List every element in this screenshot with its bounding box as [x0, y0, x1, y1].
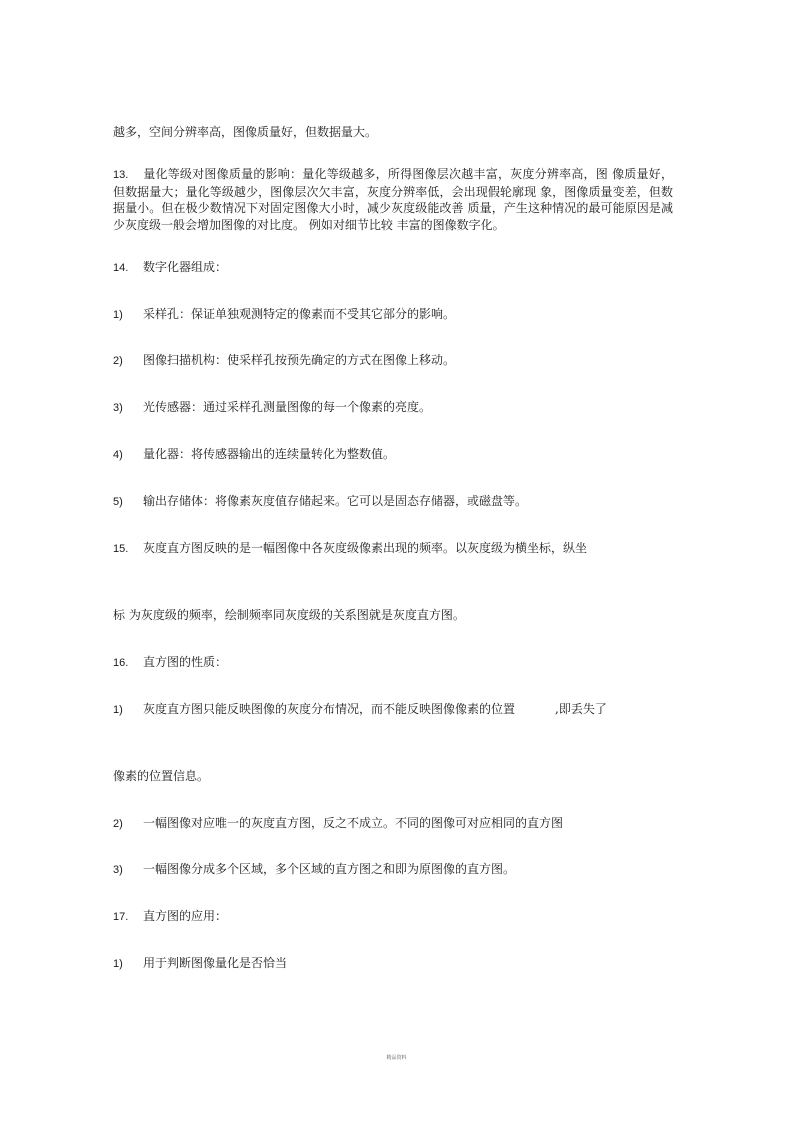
sub-number: 1)	[113, 958, 123, 970]
item-15-cont-text: 标 为灰度级的频率，绘制频率同灰度级的关系图就是灰度直方图。	[113, 608, 465, 622]
sub-number: 1)	[113, 704, 123, 716]
item-14-number: 14.	[113, 262, 129, 274]
item-14-sub-2	[113, 352, 455, 369]
item-13	[113, 166, 673, 233]
sub-text: 一幅图像对应唯一的灰度直方图，反之不成立。不同的图像可对应相同的直方图	[143, 816, 564, 830]
item-15-number: 15.	[113, 543, 129, 555]
paragraph-intro	[113, 124, 377, 140]
sub-text: 采样孔：保证单独观测特定的像素而不受其它部分的影响。	[143, 307, 456, 321]
item-15-text: 灰度直方图反映的是一幅图像中各灰度级像素出现的频率。以灰度级为横坐标，纵坐	[143, 541, 588, 555]
sub-number: 5)	[113, 496, 123, 508]
item-14-heading	[113, 259, 227, 276]
sub-text-tail: ,即丢失了	[555, 702, 607, 716]
intro-text: 越多，空间分辨率高，图像质量好，但数据量大。	[113, 125, 378, 139]
item-15-continuation	[113, 607, 465, 623]
sub-number: 3)	[113, 402, 123, 414]
item-17-text: 直方图的应用：	[143, 909, 228, 923]
item-14-sub-4	[113, 446, 395, 463]
item-16-sub-2	[113, 815, 563, 832]
item-16-number: 16.	[113, 657, 129, 669]
sub-text: 用于判断图像量化是否恰当	[143, 956, 288, 970]
item-14-sub-1	[113, 306, 455, 323]
item-16-sub-1	[113, 701, 607, 718]
footer-text: 精品资料	[386, 1055, 407, 1061]
item-15	[113, 540, 587, 557]
item-17-heading	[113, 908, 227, 925]
item-17-sub-1	[113, 955, 287, 972]
sub-text: 量化器：将传感器输出的连续量转化为整数值。	[143, 447, 396, 461]
item-13-text: 量化等级对图像质量的影响：量化等级越多，所得图像层次越丰富，灰度分辨率高，图 像质量好，但数据量大；量化等级越少，图像层次欠丰富，灰度分辨率低，会出现假轮廓现 象，图像质量变差，但数据量小。但在极少数情况下对固定图像大小时，减少灰度级能改善 质量，产生这种情况的最可能原因是减少灰度级一般会增加图像的对比度。 例如对细节比较 丰富的图像数字化。	[113, 167, 673, 232]
sub-cont-text: 像素的位置信息。	[113, 769, 210, 783]
item-14-text: 数字化器组成：	[143, 260, 228, 274]
sub-text: 光传感器：通过采样孔测量图像的每一个像素的亮度。	[143, 400, 432, 414]
sub-text: 图像扫描机构：使采样孔按预先确定的方式在图像上移动。	[143, 353, 456, 367]
sub-number: 2)	[113, 355, 123, 367]
sub-number: 1)	[113, 309, 123, 321]
item-16-sub-1-continuation	[113, 768, 209, 784]
sub-text: 灰度直方图只能反映图像的灰度分布情况，而不能反映图像像素的位置	[143, 702, 516, 716]
sub-number: 4)	[113, 449, 123, 461]
item-17-number: 17.	[113, 911, 129, 923]
item-14-sub-3	[113, 399, 431, 416]
item-16-text: 直方图的性质：	[143, 655, 228, 669]
item-16-heading	[113, 654, 227, 671]
sub-number: 2)	[113, 818, 123, 830]
item-13-number: 13.	[113, 169, 129, 181]
sub-text: 输出存储体：将像素灰度值存储起来。它可以是固态存储器，或磁盘等。	[143, 494, 528, 508]
sub-number: 3)	[113, 864, 123, 876]
item-16-sub-3	[113, 861, 515, 878]
page-footer	[0, 1054, 793, 1061]
item-14-sub-5	[113, 493, 527, 510]
sub-text: 一幅图像分成多个区域，多个区域的直方图之和即为原图像的直方图。	[143, 862, 516, 876]
